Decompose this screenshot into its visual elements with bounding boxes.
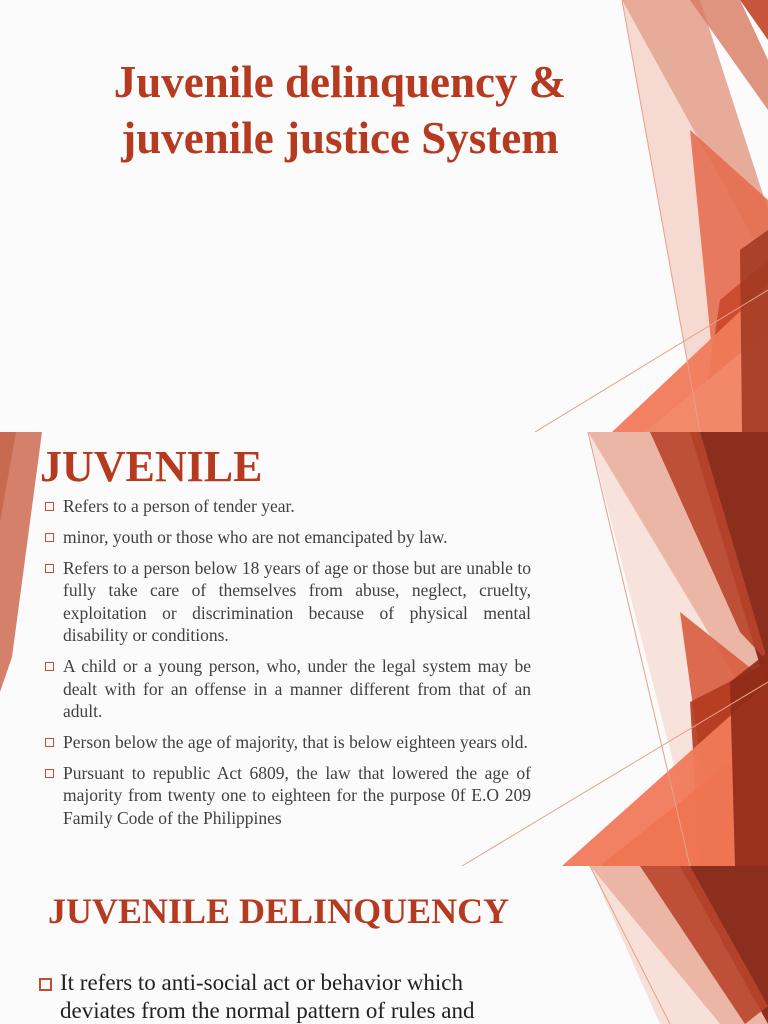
hollow-square-icon [45, 502, 54, 511]
hollow-square-icon [45, 564, 54, 573]
bullet-text: Refers to a person below 18 years of age or those but are unable to fully take care of themselves from abuse, neglect, cruelty, exploitation or discrimination because of physical mental disability or conditions. [63, 557, 531, 646]
list-item [44, 762, 531, 830]
list-item [44, 655, 531, 723]
list-item [44, 731, 531, 754]
slide-3-title: JUVENILE DELINQUENCY [48, 891, 510, 931]
hollow-square-icon [45, 769, 54, 778]
slide-2-title: JUVENILE [40, 442, 263, 491]
title-line-2: juvenile justice System [121, 113, 559, 163]
bullet-text: minor, youth or those who are not emancipated by law. [63, 526, 448, 547]
bullet-text: Person below the age of majority, that is below eighteen years old. [63, 732, 528, 753]
slide-juvenile [0, 432, 768, 866]
list-item [44, 495, 531, 518]
juvenile-definition-list [44, 495, 531, 838]
slide-title [0, 0, 768, 432]
list-item [38, 969, 538, 1024]
title-line-1: Juvenile delinquency & [113, 57, 567, 107]
list-item [44, 557, 531, 647]
bullet-text: Pursuant to republic Act 6809, the law that lowered the age of majority from twenty one to eighteen for the purpose 0f E.O 209 Family Code of the Philippines [63, 762, 531, 829]
hollow-square-icon [45, 662, 54, 671]
bullet-text: Refers to a person of tender year. [63, 496, 295, 516]
slide-1-title [60, 54, 620, 166]
hollow-square-icon [39, 978, 52, 991]
hollow-square-icon [45, 738, 54, 747]
hollow-square-icon [45, 533, 54, 542]
list-item [44, 526, 531, 549]
slide-juvenile-delinquency [0, 866, 768, 1024]
delinquency-definition-list [38, 969, 538, 1024]
bullet-text: A child or a young person, who, under the legal system may be dealt with for an offense in a manner different from that of an adult. [63, 656, 531, 722]
bullet-text: It refers to anti-social act or behavior which deviates from the normal pattern of rules and [60, 970, 475, 1023]
